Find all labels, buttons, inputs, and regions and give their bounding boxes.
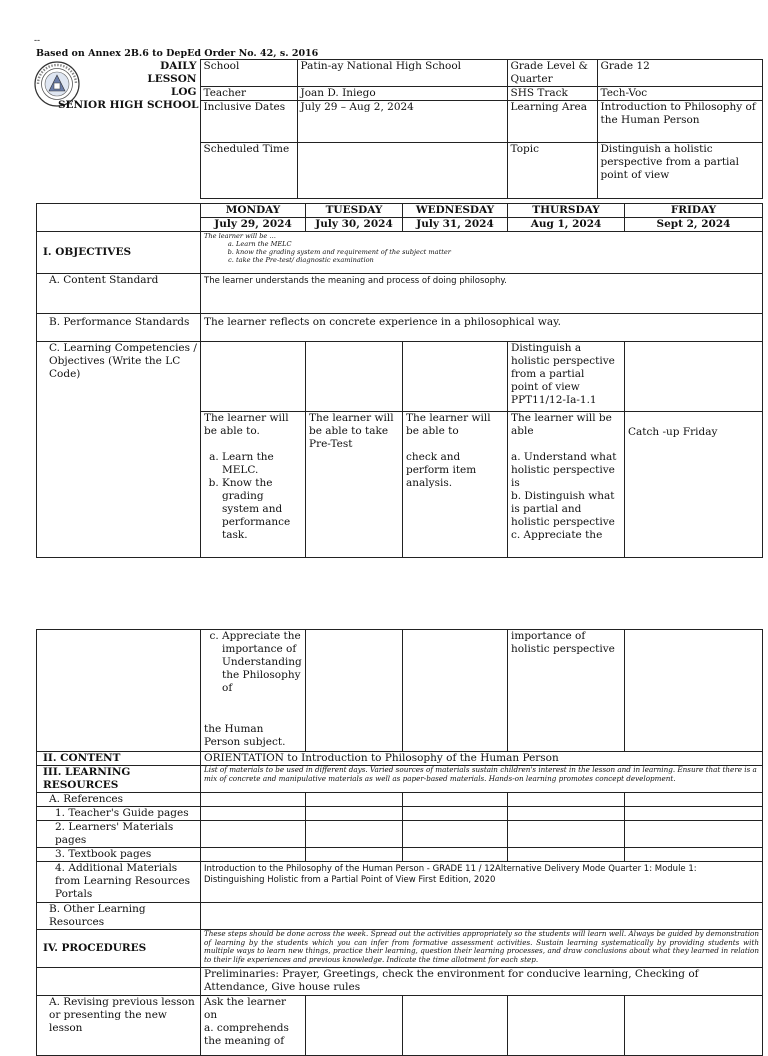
continued-wednesday (403, 630, 508, 752)
topic-value: Distinguish a holistic perspective from a partial point of view (597, 143, 762, 199)
competency-item: c. Appreciate the importance of Understanding the Philosophy of (222, 630, 302, 695)
competency-wednesday: The learner will be able to check and perform item analysis. (403, 412, 508, 558)
competency-friday: Catch -up Friday (625, 412, 763, 558)
other-resources-label: B. Other Learning Resources (37, 903, 201, 930)
content-standard-value: The learner understands the meaning and process of doing philosophy. (201, 274, 763, 314)
additional-materials-value: Introduction to the Philosophy of the Human Person - GRADE 11 / 12Alternative Delivery Mode Quarter 1: Module 1: Distinguishing Holistic from a Partial Point of View First Edition, 2020 (201, 862, 763, 903)
scheduled-time-label: Scheduled Time (200, 143, 297, 199)
day-date-friday: Sept 2, 2024 (625, 218, 763, 232)
objectives-list (204, 240, 759, 264)
grade-level-label: Grade Level & Quarter (507, 60, 597, 87)
competency-monday-intro: The learner will be able to. (204, 412, 289, 437)
objective-item: a. Learn the MELC (236, 240, 759, 248)
dll-title-log: LOG (171, 85, 197, 98)
objective-item: c. take the Pre-test/ diagnostic examination (236, 256, 759, 264)
objective-item: b. know the grading system and requirement of the subject matter (236, 248, 759, 256)
revising-lesson-label: A. Revising previous lesson or presenting the new lesson (37, 996, 201, 1056)
continued-friday (625, 630, 763, 752)
preliminaries-text: Preliminaries: Prayer, Greetings, check the environment for conducive learning, Checking of Attendance, Give house rules (201, 968, 763, 996)
learners-materials-label: 2. Learners' Materials pages (37, 821, 201, 848)
textbook-pages-label: 3. Textbook pages (37, 848, 201, 862)
continued-label-cell (37, 630, 201, 752)
day-date-monday: July 29, 2024 (201, 218, 306, 232)
school-value: Patin-ay National High School (297, 60, 507, 87)
continued-thursday: importance of holistic perspective (508, 630, 625, 752)
competency-thursday: The learner will be able a. Understand what holistic perspective is b. Distinguish what is partial and holistic perspective c. Appreciate the (508, 412, 625, 558)
day-date-wednesday: July 31, 2024 (403, 218, 508, 232)
continued-tuesday (306, 630, 403, 752)
objectives-label: I. OBJECTIVES (37, 232, 201, 274)
learning-competencies-label: C. Learning Competencies / Objectives (Write the LC Code) (37, 342, 201, 558)
dll-title-daily: DAILY (160, 59, 197, 72)
competency-monday (201, 412, 306, 558)
competency-tuesday: The learner will be able to take Pre-Test (306, 412, 403, 558)
competency-item: a. Learn the MELC. (222, 451, 302, 477)
lesson-table-page-1 (36, 203, 763, 558)
dll-title-lesson: LESSON (147, 72, 197, 85)
teachers-guide-label: 1. Teacher's Guide pages (37, 807, 201, 821)
day-name-tuesday: TUESDAY (306, 204, 403, 218)
procedures-note: These steps should be done across the week. Spread out the activities appropriately so the students will learn well. Always be guided by demonstration of learning by the students which you can infer from formative assessment activities. Sustain learning systematically by providing students with multiple ways to learn new things, practice their learning, question their learning processes, and draw conclusions about what they learned in relation to their life experiences and previous knowledge. Indicate the time allotment for each step. (201, 930, 763, 968)
continued-monday-tail: the Human Person subject. (204, 723, 286, 748)
day-name-friday: FRIDAY (625, 204, 763, 218)
learning-resources-note: List of materials to be used in different days. Varied sources of materials sustain children's interest in the lesson and in learning. Ensure that there is a mix of concrete and manipulative materials as well as paper-based materials. Hands-on learning promotes concept development. (201, 766, 763, 793)
shs-track-value: Tech-Voc (597, 87, 762, 101)
inclusive-dates-label: Inclusive Dates (200, 101, 297, 143)
performance-standard-label: B. Performance Standards (37, 314, 201, 342)
topic-label: Topic (507, 143, 597, 199)
content-standard-label: A. Content Standard (37, 274, 201, 314)
competency-code-wednesday (403, 342, 508, 412)
competency-code-tuesday (306, 342, 403, 412)
procedures-label: IV. PROCEDURES (37, 930, 201, 968)
competency-code-monday (201, 342, 306, 412)
performance-standard-value: The learner reflects on concrete experience in a philosophical way. (201, 314, 763, 342)
day-name-thursday: THURSDAY (508, 204, 625, 218)
continued-monday (201, 630, 306, 752)
competency-code-friday (625, 342, 763, 412)
school-label: School (200, 60, 297, 87)
continued-monday-list (204, 630, 302, 695)
senior-high-school-label: SENIOR HIGH SCHOOL (57, 98, 199, 111)
additional-materials-label: 4. Additional Materials from Learning Resources Portals (37, 862, 201, 903)
learning-area-label: Learning Area (507, 101, 597, 143)
scheduled-time-value (297, 143, 507, 199)
competency-monday-list (204, 451, 302, 542)
content-section-label: II. CONTENT (37, 752, 201, 766)
annex-reference: Based on Annex 2B.6 to DepEd Order No. 42, s. 2016 (36, 48, 319, 59)
competency-item: b. Know the grading system and performance task. (222, 477, 302, 542)
inclusive-dates-value: July 29 – Aug 2, 2024 (297, 101, 507, 143)
teacher-label: Teacher (200, 87, 297, 101)
day-name-wednesday: WEDNESDAY (403, 204, 508, 218)
content-section-value: ORIENTATION to Introduction to Philosophy of the Human Person (201, 752, 763, 766)
competency-code-thursday: Distinguish a holistic perspective from a partial point of view PPT11/12-Ia-1.1 (508, 342, 625, 412)
references-label: A. References (37, 793, 201, 807)
objectives-cell (201, 232, 763, 274)
revising-lesson-monday: Ask the learner on a. comprehends the meaning of (201, 996, 306, 1056)
day-date-thursday: Aug 1, 2024 (508, 218, 625, 232)
header-dash: -- (34, 36, 41, 46)
day-header-spacer (37, 204, 201, 232)
dll-title-cell (36, 60, 200, 199)
grade-level-value: Grade 12 (597, 60, 762, 87)
objectives-intro: The learner will be … (204, 232, 277, 240)
teacher-value: Joan D. Iniego (297, 87, 507, 101)
info-table (36, 59, 763, 199)
learning-resources-label: III. LEARNING RESOURCES (37, 766, 201, 793)
day-name-monday: MONDAY (201, 204, 306, 218)
shs-track-label: SHS Track (507, 87, 597, 101)
learning-area-value: Introduction to Philosophy of the Human Person (597, 101, 762, 143)
day-date-tuesday: July 30, 2024 (306, 218, 403, 232)
lesson-table-page-2 (36, 629, 763, 1056)
